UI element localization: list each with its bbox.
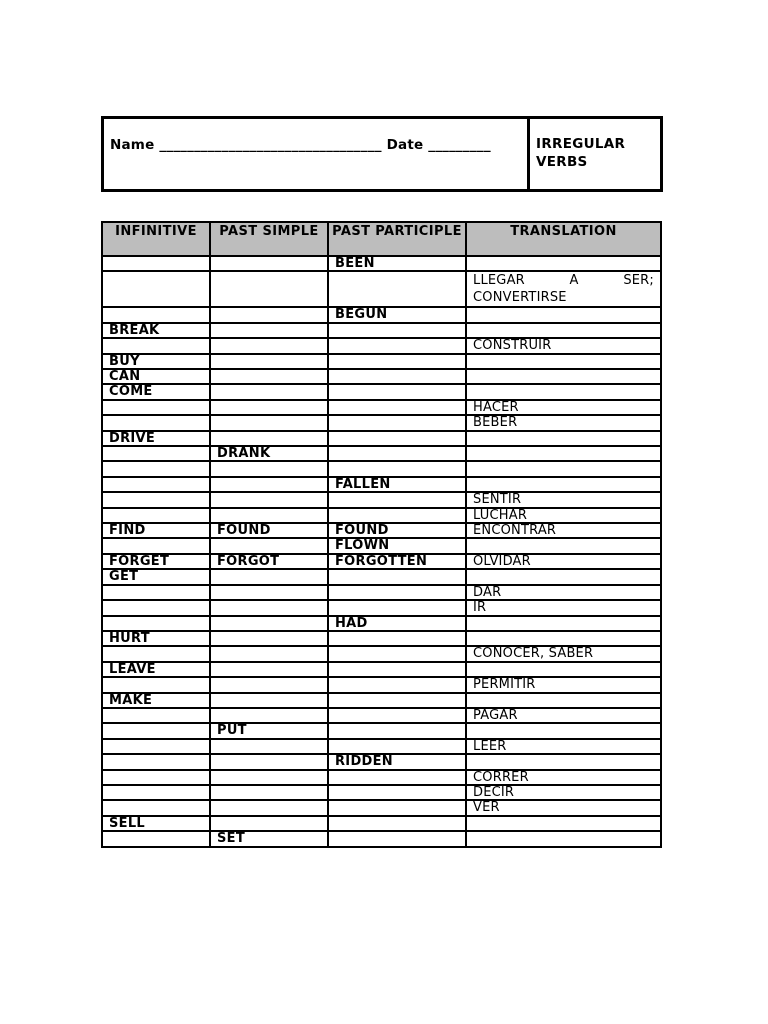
translation-cell: PERMITIR <box>466 677 661 692</box>
past-participle-cell <box>328 816 466 831</box>
column-header-infinitive: INFINITIVE <box>102 222 210 256</box>
table-row <box>102 646 661 661</box>
translation-cell <box>466 693 661 708</box>
past-simple-cell <box>210 662 328 677</box>
table-row <box>102 739 661 754</box>
past-simple-cell <box>210 754 328 769</box>
past-simple-cell <box>210 693 328 708</box>
table-row <box>102 831 661 846</box>
table-row <box>102 723 661 738</box>
past-participle-cell <box>328 569 466 584</box>
table-row <box>102 354 661 369</box>
past-participle-cell <box>328 585 466 600</box>
past-participle-cell <box>328 431 466 446</box>
translation-cell: SENTIR <box>466 492 661 507</box>
past-participle-cell <box>328 631 466 646</box>
translation-cell: OLVIDAR <box>466 554 661 569</box>
past-participle-cell <box>328 271 466 307</box>
past-participle-cell <box>328 770 466 785</box>
past-simple-cell <box>210 739 328 754</box>
table-row <box>102 431 661 446</box>
past-participle-cell <box>328 646 466 661</box>
translation-cell: CONOCER, SABER <box>466 646 661 661</box>
table-row <box>102 446 661 461</box>
table-row <box>102 338 661 353</box>
table-row <box>102 477 661 492</box>
table-row <box>102 384 661 399</box>
infinitive-cell: COME <box>102 384 210 399</box>
translation-cell <box>466 431 661 446</box>
past-simple-cell <box>210 800 328 815</box>
past-participle-cell: FOUND <box>328 523 466 538</box>
past-participle-cell <box>328 693 466 708</box>
worksheet-header <box>101 116 663 192</box>
past-participle-cell <box>328 354 466 369</box>
irregular-verbs-table <box>101 221 662 848</box>
past-participle-cell <box>328 831 466 846</box>
past-simple-cell <box>210 477 328 492</box>
translation-cell <box>466 384 661 399</box>
translation-cell: LEER <box>466 739 661 754</box>
translation-cell <box>466 354 661 369</box>
infinitive-cell <box>102 708 210 723</box>
worksheet-title: IRREGULAR VERBS <box>536 136 626 170</box>
infinitive-cell <box>102 307 210 322</box>
past-participle-cell <box>328 400 466 415</box>
translation-cell <box>466 538 661 553</box>
past-participle-cell <box>328 415 466 430</box>
past-participle-cell <box>328 461 466 476</box>
past-simple-cell: PUT <box>210 723 328 738</box>
infinitive-cell <box>102 800 210 815</box>
past-participle-cell <box>328 800 466 815</box>
past-participle-cell <box>328 338 466 353</box>
translation-cell: DAR <box>466 585 661 600</box>
past-simple-cell <box>210 431 328 446</box>
past-participle-cell <box>328 739 466 754</box>
translation-cell: CORRER <box>466 770 661 785</box>
past-participle-cell: FALLEN <box>328 477 466 492</box>
translation-cell: LUCHAR <box>466 508 661 523</box>
infinitive-cell <box>102 508 210 523</box>
past-participle-cell <box>328 708 466 723</box>
past-simple-cell <box>210 307 328 322</box>
translation-cell <box>466 616 661 631</box>
translation-cell: IR <box>466 600 661 615</box>
table-row <box>102 554 661 569</box>
column-header-past-participle: PAST PARTICIPLE <box>328 222 466 256</box>
past-simple-cell <box>210 646 328 661</box>
table-row <box>102 400 661 415</box>
table-row <box>102 800 661 815</box>
infinitive-cell: LEAVE <box>102 662 210 677</box>
table-row <box>102 523 661 538</box>
translation-cell <box>466 477 661 492</box>
past-simple-cell <box>210 616 328 631</box>
table-row <box>102 708 661 723</box>
past-participle-cell <box>328 785 466 800</box>
past-simple-cell <box>210 338 328 353</box>
infinitive-cell <box>102 477 210 492</box>
table-row <box>102 307 661 322</box>
translation-cell: ENCONTRAR <box>466 523 661 538</box>
translation-cell <box>466 307 661 322</box>
past-simple-cell <box>210 677 328 692</box>
past-simple-cell <box>210 256 328 271</box>
table-row <box>102 754 661 769</box>
infinitive-cell <box>102 585 210 600</box>
table-row <box>102 816 661 831</box>
past-participle-cell <box>328 323 466 338</box>
infinitive-cell <box>102 256 210 271</box>
infinitive-cell: BREAK <box>102 323 210 338</box>
infinitive-cell <box>102 754 210 769</box>
infinitive-cell <box>102 770 210 785</box>
translation-cell <box>466 723 661 738</box>
past-simple-cell <box>210 492 328 507</box>
infinitive-cell: FIND <box>102 523 210 538</box>
infinitive-cell: SELL <box>102 816 210 831</box>
infinitive-cell: HURT <box>102 631 210 646</box>
past-simple-cell <box>210 785 328 800</box>
translation-cell <box>466 256 661 271</box>
past-participle-cell <box>328 446 466 461</box>
past-simple-cell: DRANK <box>210 446 328 461</box>
infinitive-cell <box>102 538 210 553</box>
table-row <box>102 569 661 584</box>
translation-cell <box>466 369 661 384</box>
translation-cell <box>466 831 661 846</box>
table-row <box>102 631 661 646</box>
table-row <box>102 616 661 631</box>
past-simple-cell <box>210 369 328 384</box>
past-simple-cell <box>210 384 328 399</box>
infinitive-cell <box>102 677 210 692</box>
table-row <box>102 415 661 430</box>
table-header-row <box>102 222 661 256</box>
translation-cell: DECIR <box>466 785 661 800</box>
past-simple-cell <box>210 461 328 476</box>
table-row <box>102 461 661 476</box>
past-participle-cell: FORGOTTEN <box>328 554 466 569</box>
translation-cell: BEBER <box>466 415 661 430</box>
past-participle-cell <box>328 369 466 384</box>
column-header-translation: TRANSLATION <box>466 222 661 256</box>
table-row <box>102 492 661 507</box>
past-participle-cell <box>328 677 466 692</box>
infinitive-cell <box>102 831 210 846</box>
past-simple-cell: FOUND <box>210 523 328 538</box>
past-simple-cell <box>210 708 328 723</box>
translation-cell: PAGAR <box>466 708 661 723</box>
infinitive-cell <box>102 600 210 615</box>
past-simple-cell: FORGOT <box>210 554 328 569</box>
infinitive-cell: MAKE <box>102 693 210 708</box>
table-row <box>102 369 661 384</box>
infinitive-cell <box>102 616 210 631</box>
past-simple-cell <box>210 354 328 369</box>
infinitive-cell <box>102 785 210 800</box>
table-row <box>102 770 661 785</box>
table-row <box>102 785 661 800</box>
table-row <box>102 693 661 708</box>
past-simple-cell <box>210 400 328 415</box>
past-participle-cell <box>328 600 466 615</box>
translation-cell: HACER <box>466 400 661 415</box>
past-participle-cell <box>328 508 466 523</box>
past-simple-cell <box>210 508 328 523</box>
table-row <box>102 271 661 307</box>
translation-cell <box>466 461 661 476</box>
past-participle-cell <box>328 384 466 399</box>
past-participle-cell <box>328 662 466 677</box>
past-simple-cell <box>210 631 328 646</box>
table-row <box>102 256 661 271</box>
table-row <box>102 662 661 677</box>
infinitive-cell <box>102 646 210 661</box>
translation-cell <box>466 754 661 769</box>
translation-cell <box>466 569 661 584</box>
translation-cell <box>466 446 661 461</box>
infinitive-cell <box>102 492 210 507</box>
past-participle-cell <box>328 723 466 738</box>
infinitive-cell <box>102 415 210 430</box>
verb-rows <box>102 256 661 847</box>
table-row <box>102 508 661 523</box>
infinitive-cell: DRIVE <box>102 431 210 446</box>
past-simple-cell <box>210 816 328 831</box>
infinitive-cell <box>102 446 210 461</box>
infinitive-cell: GET <box>102 569 210 584</box>
table-row <box>102 585 661 600</box>
past-participle-cell: BEGUN <box>328 307 466 322</box>
translation-cell: VER <box>466 800 661 815</box>
table-row <box>102 600 661 615</box>
table-row <box>102 323 661 338</box>
infinitive-cell <box>102 723 210 738</box>
past-simple-cell <box>210 271 328 307</box>
infinitive-cell <box>102 338 210 353</box>
past-participle-cell <box>328 492 466 507</box>
table-row <box>102 538 661 553</box>
translation-cell <box>466 662 661 677</box>
infinitive-cell <box>102 739 210 754</box>
name-date-field: Name ________________________________ Date _________ <box>104 119 530 189</box>
past-simple-cell <box>210 323 328 338</box>
infinitive-cell <box>102 400 210 415</box>
translation-cell <box>466 631 661 646</box>
column-header-past-simple: PAST SIMPLE <box>210 222 328 256</box>
past-simple-cell <box>210 415 328 430</box>
past-simple-cell <box>210 770 328 785</box>
table-row <box>102 677 661 692</box>
infinitive-cell: FORGET <box>102 554 210 569</box>
past-participle-cell: BEEN <box>328 256 466 271</box>
past-simple-cell: SET <box>210 831 328 846</box>
past-simple-cell <box>210 569 328 584</box>
translation-cell: LLEGAR A SER; CONVERTIRSE <box>466 271 661 307</box>
infinitive-cell: CAN <box>102 369 210 384</box>
infinitive-cell <box>102 461 210 476</box>
past-participle-cell: FLOWN <box>328 538 466 553</box>
infinitive-cell: BUY <box>102 354 210 369</box>
infinitive-cell <box>102 271 210 307</box>
past-participle-cell: HAD <box>328 616 466 631</box>
translation-cell <box>466 323 661 338</box>
past-simple-cell <box>210 538 328 553</box>
past-simple-cell <box>210 585 328 600</box>
past-simple-cell <box>210 600 328 615</box>
past-participle-cell: RIDDEN <box>328 754 466 769</box>
translation-cell: CONSTRUIR <box>466 338 661 353</box>
translation-cell <box>466 816 661 831</box>
